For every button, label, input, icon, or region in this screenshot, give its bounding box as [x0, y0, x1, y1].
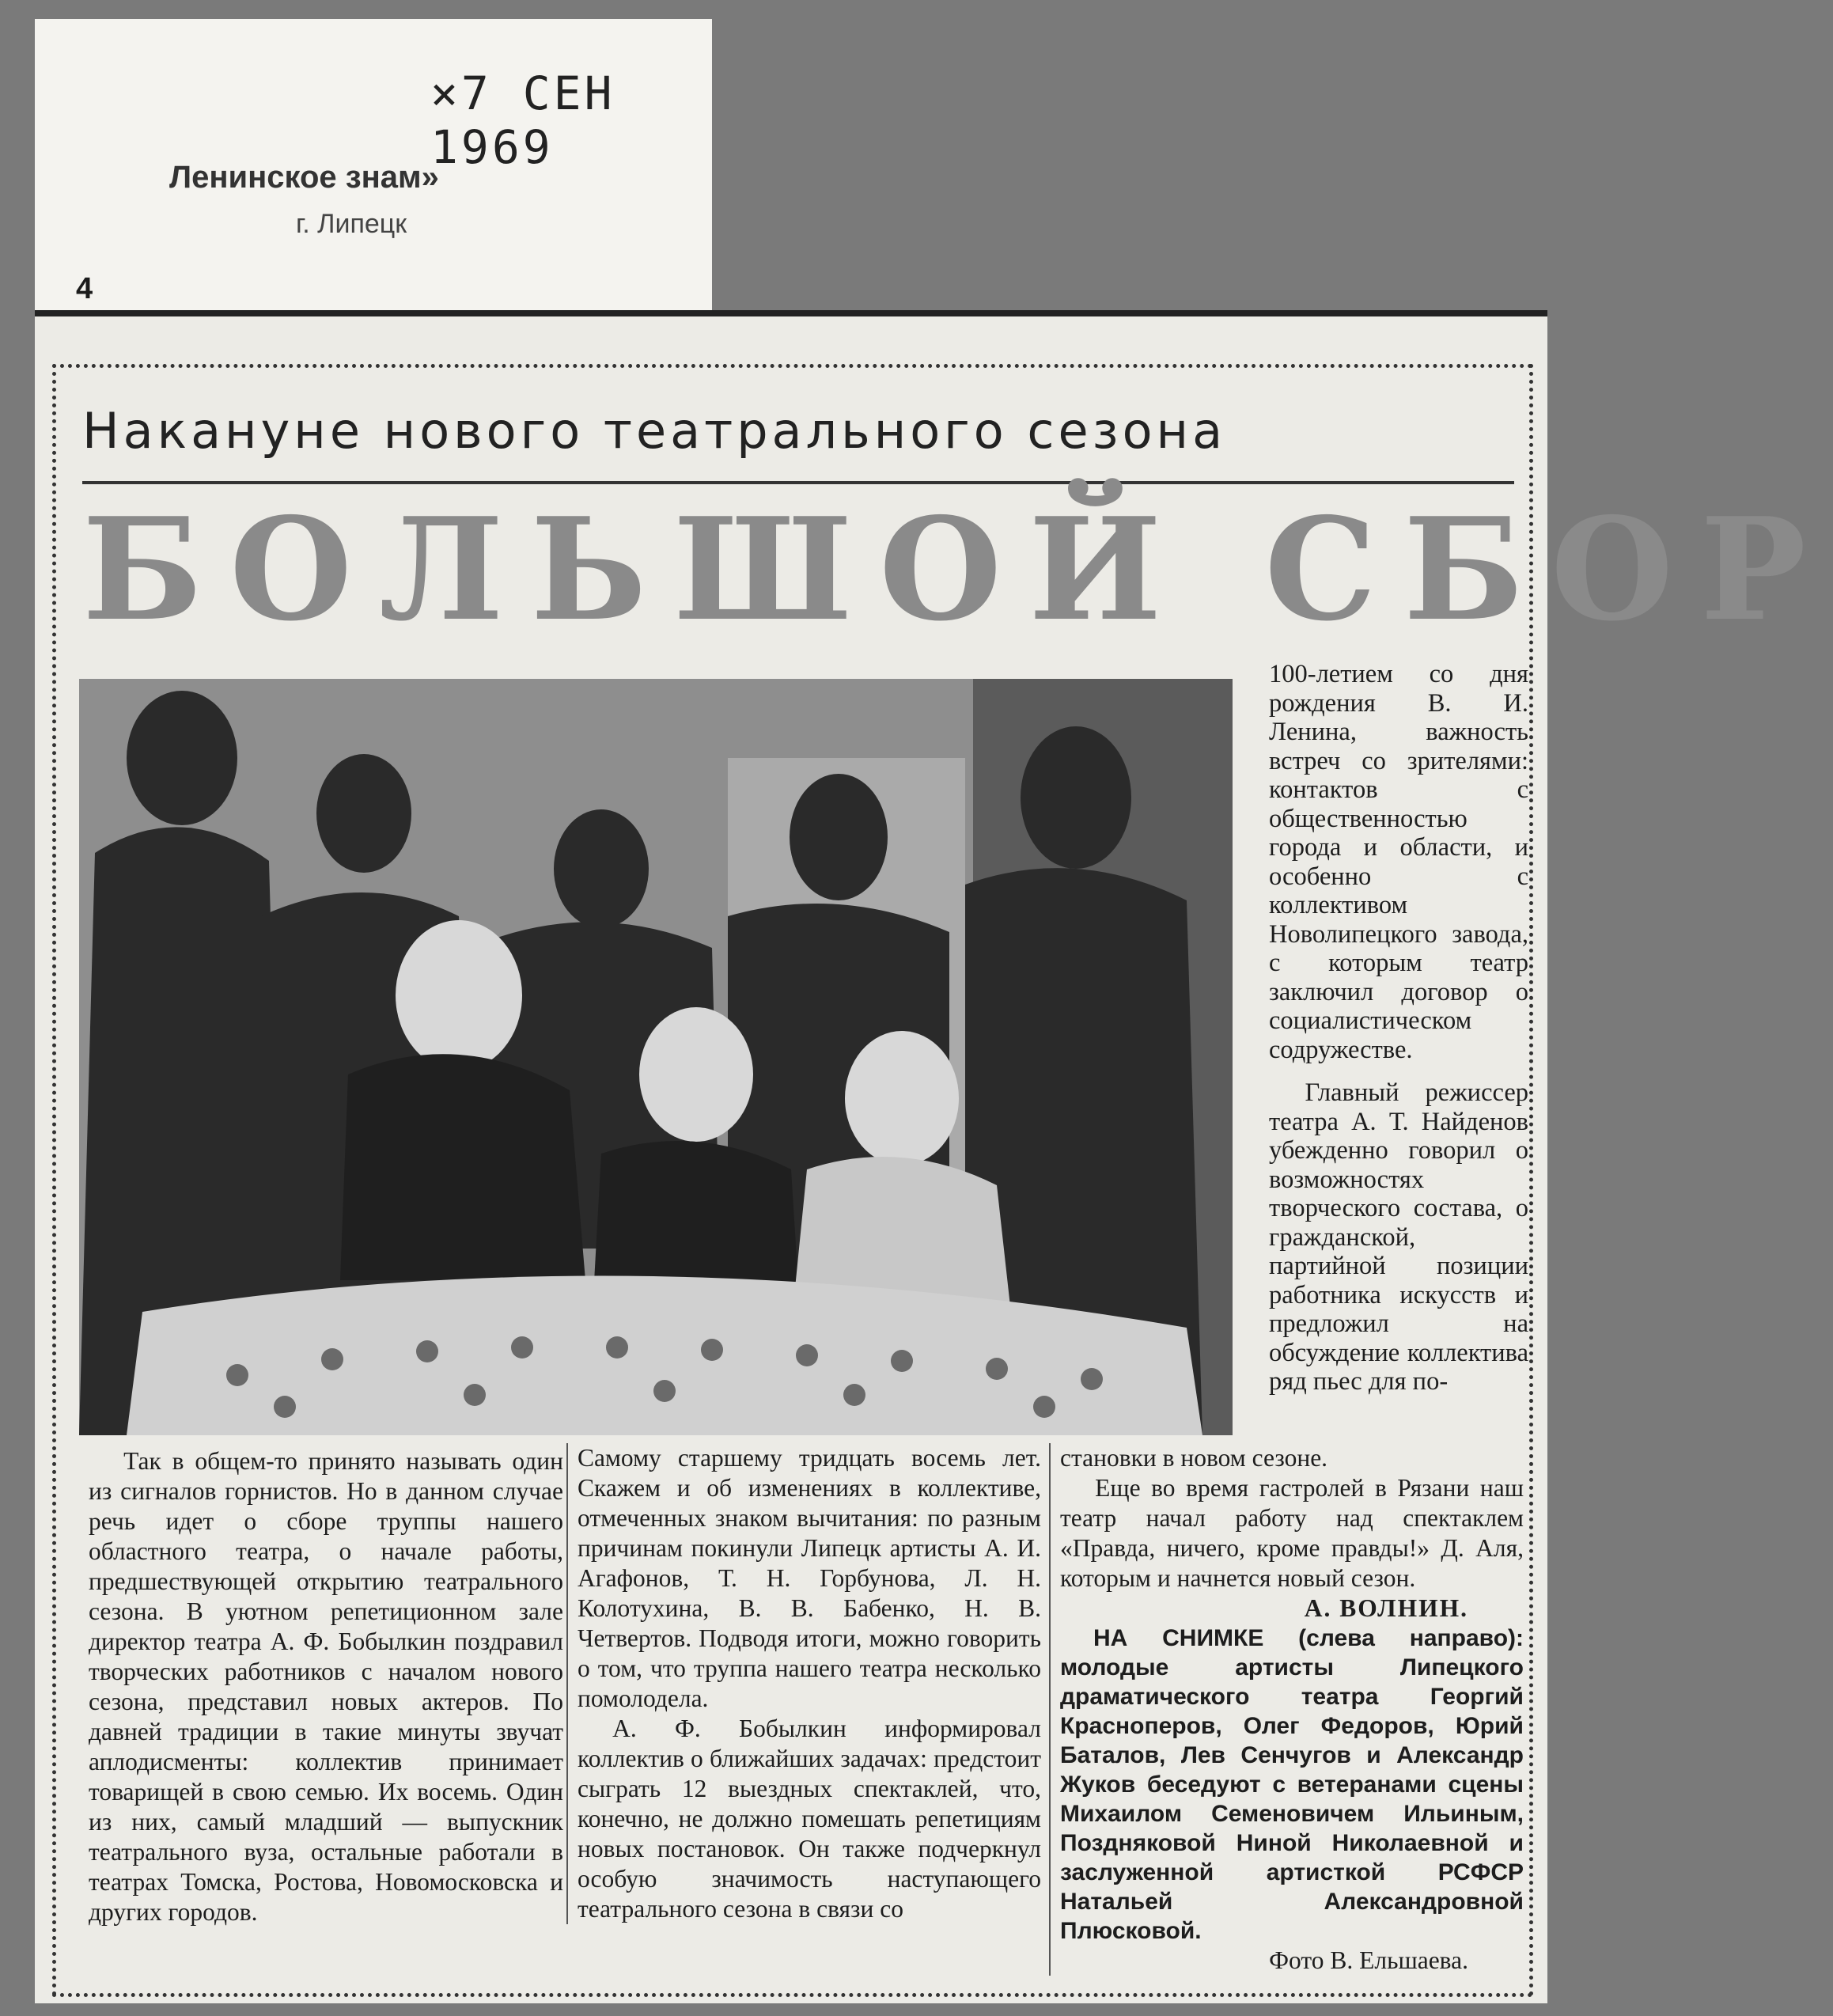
newspaper-city: г. Липецк: [296, 209, 407, 239]
column-2: [566, 1443, 1041, 1924]
newspaper-clipping: [35, 310, 1833, 2003]
column-1: [89, 1446, 563, 1927]
right-column-paragraph: 100-летием со дня рождения В. И. Ленина, важность встреч со зрителями: контактов с общественностью города и области, и особенно с коллективом Новолипецкого завода, с которым театр заключил договор о социалистическом содружестве.: [1269, 660, 1528, 1064]
article-photo: [79, 679, 1233, 1435]
article-byline: А. ВОЛНИН.: [1304, 1594, 1468, 1622]
newspaper-name: Ленинское знам»: [169, 160, 439, 195]
right-column-top: [1269, 660, 1528, 1396]
caption-label: НА СНИМКЕ: [1093, 1625, 1264, 1651]
column-1-text: Так в общем-то принято называть один из сигналов горнистов. Но в данном случае речь идет о сборе труппы нашего областного театра, о начале работы, предшествующей открытию театрального сезона. В уютном репетиционном зале директор театра А. Ф. Бобылкин поздравил творческих работников с началом нового сезона, представил новых актеров. По давней традиции в такие минуты звучат аплодисменты: коллектив принимает товарищей в свою семью. Их восемь. Один из них, самый младший — выпускник театрального вуза, остальные работали в театрах Томска, Ростова, Новомосковска и других городов.: [89, 1447, 563, 1926]
caption-text: (слева направо): молодые артисты Липецкого драматического театра Георгий Красноперов, Олег Федоров, Юрий Баталов, Лев Сенчугов и Александр Жуков беседуют с ветеранами сцены Михаилом Семеновичем Ильиным, Поздняковой Ниной Николаевной и заслуженной артисткой РСФСР Натальей Александровной Плюсковой.: [1060, 1625, 1524, 1944]
archive-label-slip: [35, 19, 712, 312]
photo-illustration: [79, 679, 1233, 1435]
article-kicker: Накануне нового театрального сезона: [82, 402, 1227, 460]
column-3-paragraph-2: Еще во время гастролей в Рязани наш театр начал работу над спектаклем «Правда, ничего, кроме правды!» Д. Аля, которым и начнется новый сезон.: [1060, 1474, 1524, 1592]
folio-number: 4: [76, 272, 93, 305]
right-column-paragraph: Главный режиссер театра А. Т. Найденов убежденно говорил о возможностях творческого состава, о гражданской, партийной позиции работника искусств и предложил на обсуждение коллектива ряд пьес для по-: [1269, 1078, 1528, 1396]
article-headline: БОЛЬШОЙ СБОР: [82, 487, 1833, 652]
column-3: [1049, 1443, 1524, 1976]
photo-credit: Фото В. Ельшаева.: [1269, 1946, 1468, 1974]
column-2-paragraph-1: Самому старшему тридцать восемь лет. Скажем и об изменениях в коллективе, отмеченных знаком вычитания: по разным причинам покинули Липецк артисты А. И. Агафонов, Т. Н. Горбунова, Л. Н. Колотухина, В. В. Бабенко, Н. В. Четвертов. Подводя итоги, можно говорить о том, что труппа нашего театра несколько помолодела.: [578, 1444, 1041, 1712]
kicker-rule: [82, 481, 1514, 484]
column-3-paragraph-1: становки в новом сезоне.: [1060, 1444, 1328, 1472]
photo-caption: [1060, 1624, 1524, 1946]
date-stamp: ×7 СЕН 1969: [430, 66, 615, 174]
column-2-paragraph-2: А. Ф. Бобылкин информировал коллектив о ближайших задачах: предстоит сыграть 12 выездных спектаклей, что, конечно, не должно помешать репетициям новых постановок. Он также подчеркнул особую значимость наступающего театрального сезона в связи со: [578, 1715, 1041, 1923]
